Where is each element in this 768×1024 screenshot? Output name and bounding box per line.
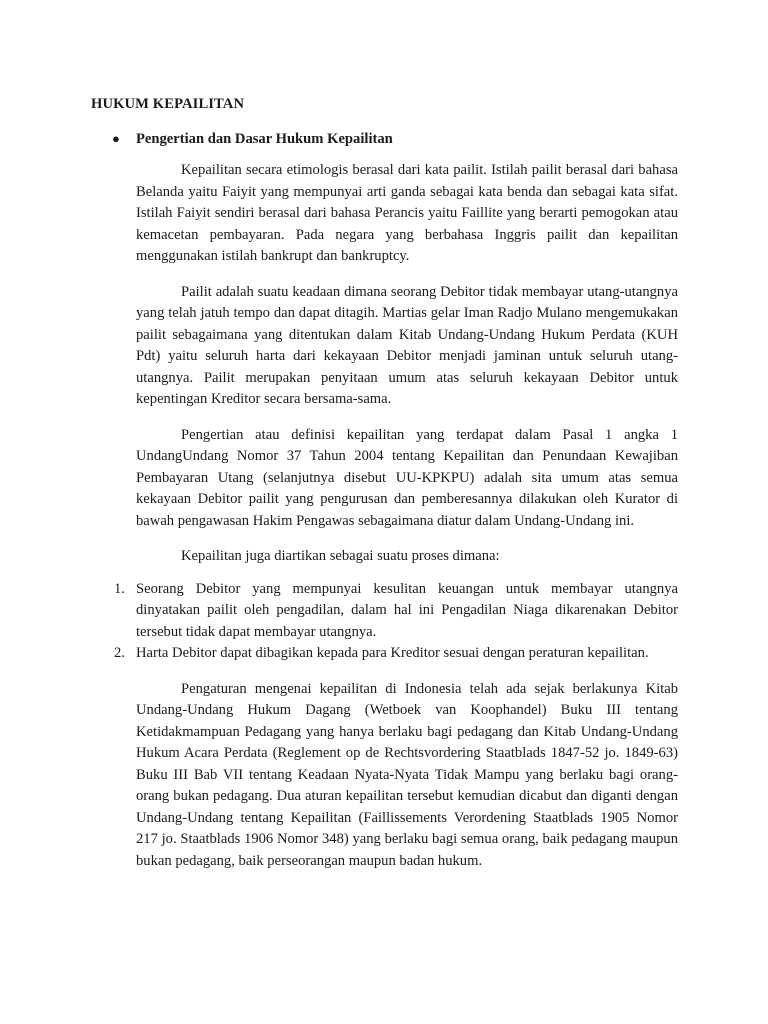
bullet-icon: ● <box>112 131 120 146</box>
document-body <box>114 160 678 886</box>
paragraph-regulation-history: Pengaturan mengenai kepailitan di Indonesia telah ada sejak berlakunya Kitab Undang-Undang Hukum Dagang (Wetboek van Koophandel) Buku III tentang Ketidakmampuan Pedagang yang hanya berlaku bagi pedagang dan Kitab Undang-Undang Hukum Acara Perdata (Reglement op de Rechtsvordering Staatblads 1847-52 jo. 1849-63) Buku III Bab VII tentang Keadaan Nyata-Nyata Tidak Mampu yang berlaku bagi orang-orang bukan pedagang. Dua aturan kepailitan tersebut kemudian dicabut dan diganti dengan Undang-Undang tentang Kepailitan (Faillissements Verordening Staatblads 1905 Nomor 217 jo. Staatblads 1906 Nomor 348) yang berlaku bagi semua orang, baik pedagang maupun bukan pedagang, baik perseorangan maupun badan hukum. <box>136 680 678 869</box>
section-heading-text: Pengertian dan Dasar Hukum Kepailitan <box>136 131 393 147</box>
list-item-number: 1. <box>114 580 125 597</box>
process-list <box>114 579 678 665</box>
paragraph-process-intro: Kepailitan juga diartikan sebagai suatu proses dimana: <box>181 548 500 564</box>
document-title: HUKUM KEPAILITAN <box>91 96 245 112</box>
list-item <box>114 579 678 644</box>
paragraph-etymology: Kepailitan secara etimologis berasal dari kata pailit. Istilah pailit berasal dari bahasa Belanda yaitu Faiyit yang mempunyai arti ganda sebagai kata benda dan sebagai kata sifat. Istilah Faiyit sendiri berasal dari bahasa Perancis yaitu Faillite yang berarti pemogokan atau kemacetan pembayaran. Pada negara yang berbahasa Inggris pailit dan kepailitan menggunakan istilah bankrupt dan bankruptcy. <box>136 162 678 264</box>
list-item-text: Seorang Debitor yang mempunyai kesulitan keuangan untuk membayar utangnya dinyatakan pailit oleh pengadilan, dalam hal ini Pengadilan Niaga dikarenakan Debitor tersebut tidak dapat membayar utangnya. <box>136 580 678 640</box>
list-item-number: 2. <box>114 645 125 661</box>
paragraph-legal-definition: Pengertian atau definisi kepailitan yang terdapat dalam Pasal 1 angka 1 UndangUndang Nomor 37 Tahun 2004 tentang Kepailitan dan Penundaan Kewajiban Pembayaran Utang (selanjutnya disebut UU-KPKPU) adalah sita umum atas semua kekayaan Debitor pailit yang pengurusan dan pemberesannya dilakukan oleh Kurator di bawah pengawasan Hakim Pengawas sebagaimana diatur dalam Undang-Undang ini. <box>136 426 678 529</box>
paragraph-pailit-definition: Pailit adalah suatu keadaan dimana seorang Debitor tidak membayar utang-utangnya yang telah jatuh tempo dan dapat ditagih. Martias gelar Iman Radjo Mulano mengemukakan pailit sebagaimana yang ditentukan dalam Kitab Undang-Undang Hukum Perdata (KUH Pdt) yaitu seluruh harta dari kekayaan Debitor menjadi jaminan untuk seluruh utang-utangnya. Pailit merupakan penyitaan umum atas seluruh kekayaan Debitor untuk kepentingan Kreditor secara bersama-sama. <box>136 283 678 407</box>
list-item <box>114 643 678 665</box>
list-item-text: Harta Debitor dapat dibagikan kepada para Kreditor sesuai dengan peraturan kepailitan. <box>136 645 649 661</box>
